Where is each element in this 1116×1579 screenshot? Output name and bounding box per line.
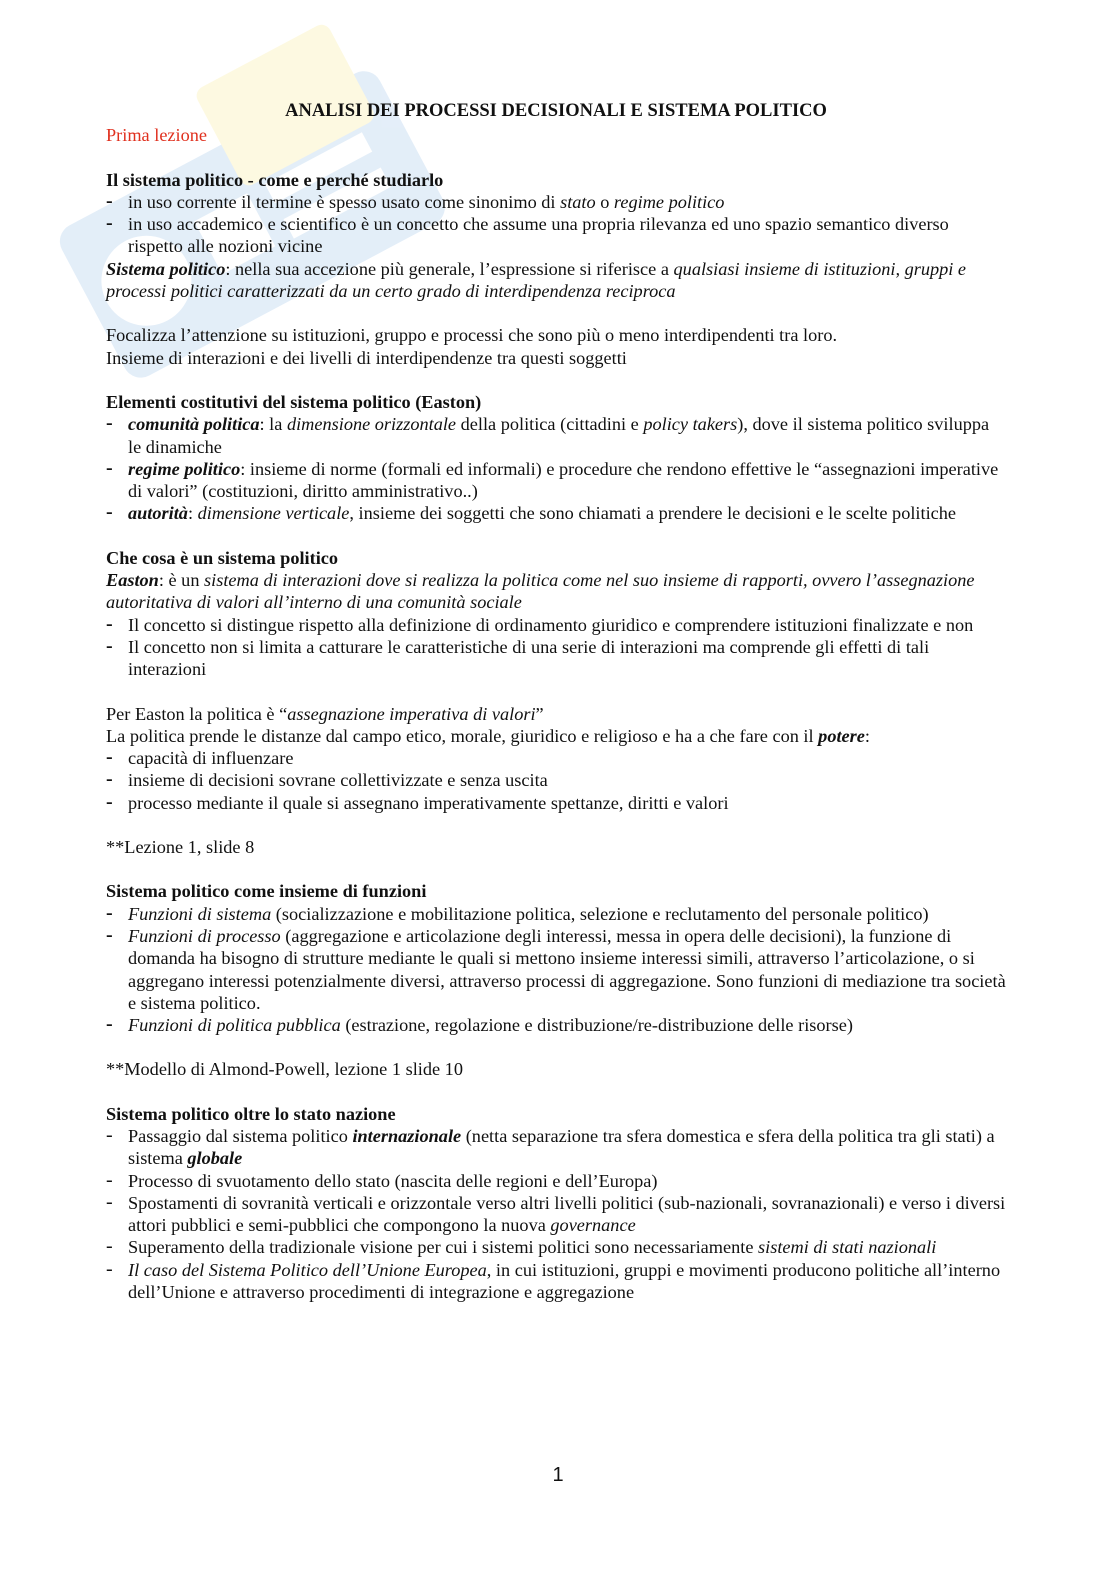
list-item: - processo mediante il quale si assegnano imperativamente spettanze, diritti e valori	[106, 792, 1006, 814]
section-heading: Il sistema politico - come e perché studiarlo	[106, 169, 444, 190]
bullet-list	[106, 191, 1006, 258]
list-item: - Funzioni di sistema (socializzazione e mobilitazione politica, selezione e reclutamento del personale politico)	[106, 903, 1006, 925]
section-heading: Che cosa è un sistema politico	[106, 547, 339, 568]
paragraph: Insieme di interazioni e dei livelli di interdipendenze tra questi soggetti	[106, 347, 627, 368]
list-item: - capacità di influenzare	[106, 747, 1006, 769]
paragraph: Per Easton la politica è “assegnazione imperativa di valori”	[106, 703, 544, 724]
bullet-list	[106, 903, 1006, 1037]
list-item: - Passaggio dal sistema politico internazionale (netta separazione tra sfera domestica e sfera della politica tra gli stati) a sistema globale	[106, 1125, 1006, 1170]
list-item: - regime politico: insieme di norme (formali ed informali) e procedure che rendono effettive le “assegnazioni imperative di valori” (costituzioni, diritto amministrativo..)	[106, 458, 1006, 503]
bullet-list	[106, 1125, 1006, 1303]
section-heading: Sistema politico come insieme di funzioni	[106, 881, 427, 902]
document-page	[106, 100, 1006, 1303]
section-heading: Elementi costitutivi del sistema politico (Easton)	[106, 391, 482, 412]
page-number: 1	[552, 1464, 564, 1486]
list-item: - Spostamenti di sovranità verticali e orizzontale verso altri livelli politici (sub-nazionali, sovranazionali) e verso i diversi attori pubblici e semi-pubblici che compongono la nuova governance	[106, 1192, 1006, 1237]
list-item: - Il concetto si distingue rispetto alla definizione di ordinamento giuridico e comprendere istituzioni finalizzate e non	[106, 614, 1006, 636]
list-item: - in uso accademico e scientifico è un concetto che assume una propria rilevanza ed uno spazio semantico diverso rispetto alle nozioni vicine	[106, 213, 1006, 258]
slide-note: **Lezione 1, slide 8	[106, 837, 255, 858]
paragraph: Focalizza l’attenzione su istituzioni, gruppo e processi che sono più o meno interdipendenti tra loro.	[106, 325, 838, 346]
bullet-list	[106, 413, 1006, 524]
definition-paragraph: Easton: è un sistema di interazioni dove si realizza la politica come nel suo insieme di rapporti, ovvero l’assegnazione autoritativa di valori all’interno di una comunità sociale	[106, 570, 975, 613]
slide-note: **Modello di Almond-Powell, lezione 1 slide 10	[106, 1059, 463, 1080]
section-heading: Sistema politico oltre lo stato nazione	[106, 1103, 396, 1124]
paragraph: La politica prende le distanze dal campo etico, morale, giuridico e religioso e ha a che fare con il potere:	[106, 725, 870, 746]
definition-paragraph: Sistema politico: nella sua accezione più generale, l’espressione si riferisce a qualsiasi insieme di istituzioni, gruppi e processi politici caratterizzati da un certo grado di interdipendenza reciproca	[106, 258, 967, 302]
list-item: - Funzioni di politica pubblica (estrazione, regolazione e distribuzione/re-distribuzione delle risorse)	[106, 1014, 1006, 1036]
list-item: - Superamento della tradizionale visione per cui i sistemi politici sono necessariamente sistemi di stati nazionali	[106, 1236, 1006, 1258]
list-item: - autorità: dimensione verticale, insieme dei soggetti che sono chiamati a prendere le decisioni e le scelte politiche	[106, 502, 1006, 524]
bullet-list	[106, 614, 1006, 681]
list-item: - Il concetto non si limita a catturare le caratteristiche di una serie di interazioni ma comprende gli effetti di tali interazioni	[106, 636, 1006, 681]
document-title: ANALISI DEI PROCESSI DECISIONALI E SISTEMA POLITICO	[285, 101, 827, 121]
lesson-label: Prima lezione	[106, 125, 208, 146]
list-item: - Processo di svuotamento dello stato (nascita delle regioni e dell’Europa)	[106, 1170, 1006, 1192]
list-item: - comunità politica: la dimensione orizzontale della politica (cittadini e policy takers), dove il sistema politico sviluppa le dinamiche	[106, 413, 1006, 458]
list-item: - Funzioni di processo (aggregazione e articolazione degli interessi, messa in opera delle decisioni), la funzione di domanda ha bisogno di strutture mediante le quali si mettono insieme interessi simili, attraverso l’articolazione, o si aggregano interessi potenzialmente diversi, attraverso processi di aggregazione. Sono funzioni di mediazione tra società e sistema politico.	[106, 925, 1006, 1014]
list-item: - in uso corrente il termine è spesso usato come sinonimo di stato o regime politico	[106, 191, 1006, 213]
bullet-list	[106, 747, 1006, 814]
list-item: - Il caso del Sistema Politico dell’Unione Europea, in cui istituzioni, gruppi e movimenti producono politiche all’interno dell’Unione e attraverso procedimenti di integrazione e aggregazione	[106, 1259, 1006, 1304]
list-item: - insieme di decisioni sovrane collettivizzate e senza uscita	[106, 769, 1006, 791]
